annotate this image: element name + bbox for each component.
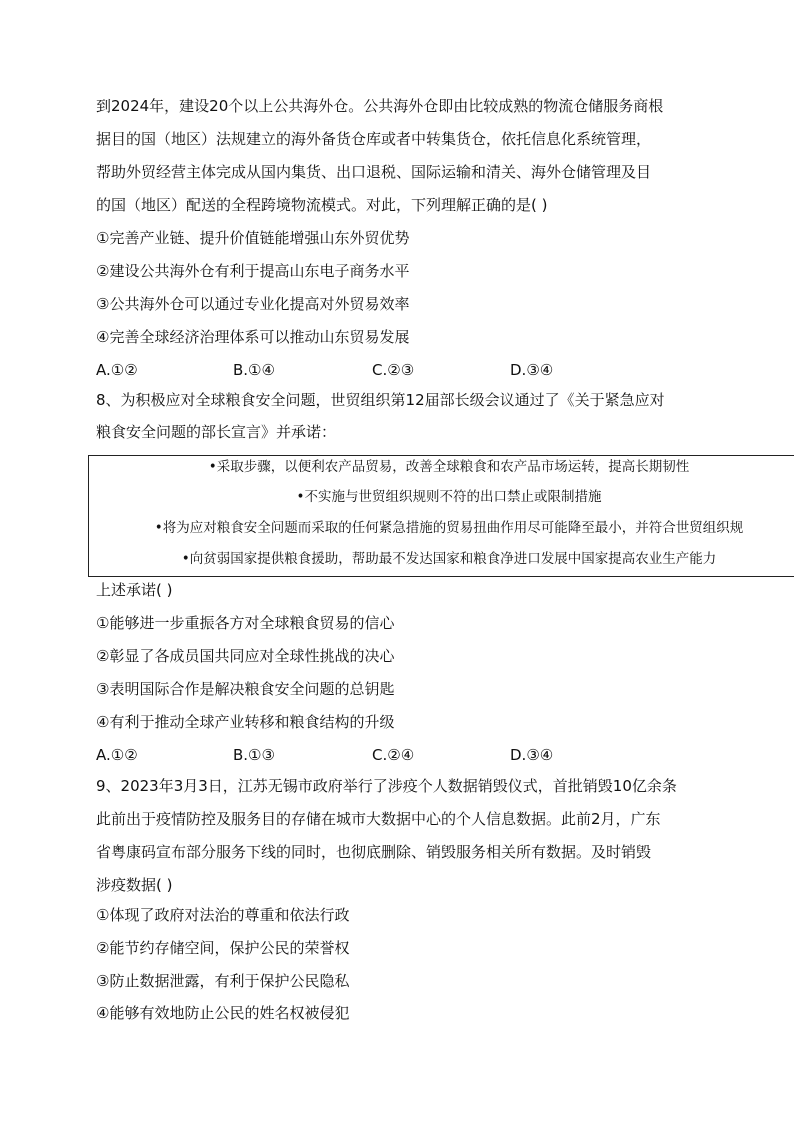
q7-item-3: ③公共海外仓可以通过专业化提高对外贸易效率 <box>96 295 410 313</box>
q7-stem-line: 到2024年，建设20个以上公共海外仓。公共海外仓即由比较成熟的物流仓储服务商根 <box>96 97 664 115</box>
q9-stem-line: 此前出于疫情防控及服务目的存储在城市大数据中心的个人信息数据。此前2月，广东 <box>96 810 661 828</box>
q7-option-c[interactable]: C.②③ <box>372 361 415 379</box>
q7-item-2: ②建设公共海外仓有利于提高山东电子商务水平 <box>96 262 410 280</box>
q7-stem-line: 据目的国（地区）法规建立的海外备货仓库或者中转集货仓，依托信息化系统管理， <box>96 130 652 148</box>
commitment-box <box>88 455 794 577</box>
q8-item-3: ③表明国际合作是解决粮食安全问题的总钥匙 <box>96 680 395 698</box>
q9-stem-line: 涉疫数据( ) <box>96 876 173 894</box>
q8-option-c[interactable]: C.②④ <box>372 746 415 764</box>
q8-stem-line: 8、为积极应对全球粮食安全问题，世贸组织第12届部长级会议通过了《关于紧急应对 <box>96 391 665 409</box>
q9-stem-line: 9、2023年3月3日，江苏无锡市政府举行了涉疫个人数据销毁仪式，首批销毁10亿余条 <box>96 777 677 795</box>
q9-item-1: ①体现了政府对法治的尊重和依法行政 <box>96 906 350 924</box>
commitment-item: •将为应对粮食安全问题而采取的任何紧急措施的贸易扭曲作用尽可能降至最小，并符合世贸组织规 <box>154 520 744 536</box>
q8-option-a[interactable]: A.①② <box>96 746 138 764</box>
q8-item-2: ②彰显了各成员国共同应对全球性挑战的决心 <box>96 647 395 665</box>
q8-item-1: ①能够进一步重振各方对全球粮食贸易的信心 <box>96 614 395 632</box>
q7-option-d[interactable]: D.③④ <box>510 361 554 379</box>
q7-stem-line: 的国（地区）配送的全程跨境物流模式。对此，下列理解正确的是( ) <box>96 196 548 214</box>
q9-item-4: ④能够有效地防止公民的姓名权被侵犯 <box>96 1004 350 1022</box>
q8-option-b[interactable]: B.①③ <box>233 746 275 764</box>
q9-item-3: ③防止数据泄露，有利于保护公民隐私 <box>96 972 350 990</box>
q7-item-1: ①完善产业链、提升价值链能增强山东外贸优势 <box>96 229 410 247</box>
commitment-item: •采取步骤，以便利农产品贸易，改善全球粮食和农产品市场运转，提高长期韧性 <box>208 459 690 475</box>
commitment-item: •向贫弱国家提供粮食援助，帮助最不发达国家和粮食净进口发展中国家提高农业生产能力 <box>181 551 717 567</box>
q8-question-tail: 上述承诺( ) <box>96 581 173 599</box>
q9-stem-line: 省粤康码宣布部分服务下线的同时，也彻底删除、销毁服务相关所有数据。及时销毁 <box>96 843 652 861</box>
q8-item-4: ④有利于推动全球产业转移和粮食结构的升级 <box>96 713 395 731</box>
q7-item-4: ④完善全球经济治理体系可以推动山东贸易发展 <box>96 328 410 346</box>
q8-option-d[interactable]: D.③④ <box>510 746 554 764</box>
q9-item-2: ②能节约存储空间，保护公民的荣誉权 <box>96 939 350 957</box>
q7-stem-line: 帮助外贸经营主体完成从国内集货、出口退税、国际运输和清关、海外仓储管理及目 <box>96 163 652 181</box>
q7-option-a[interactable]: A.①② <box>96 361 138 379</box>
commitment-item: •不实施与世贸组织规则不符的出口禁止或限制措施 <box>296 489 602 505</box>
q8-stem-line: 粮食安全问题的部长宣言》并承诺： <box>96 423 337 441</box>
q7-option-b[interactable]: B.①④ <box>233 361 275 379</box>
